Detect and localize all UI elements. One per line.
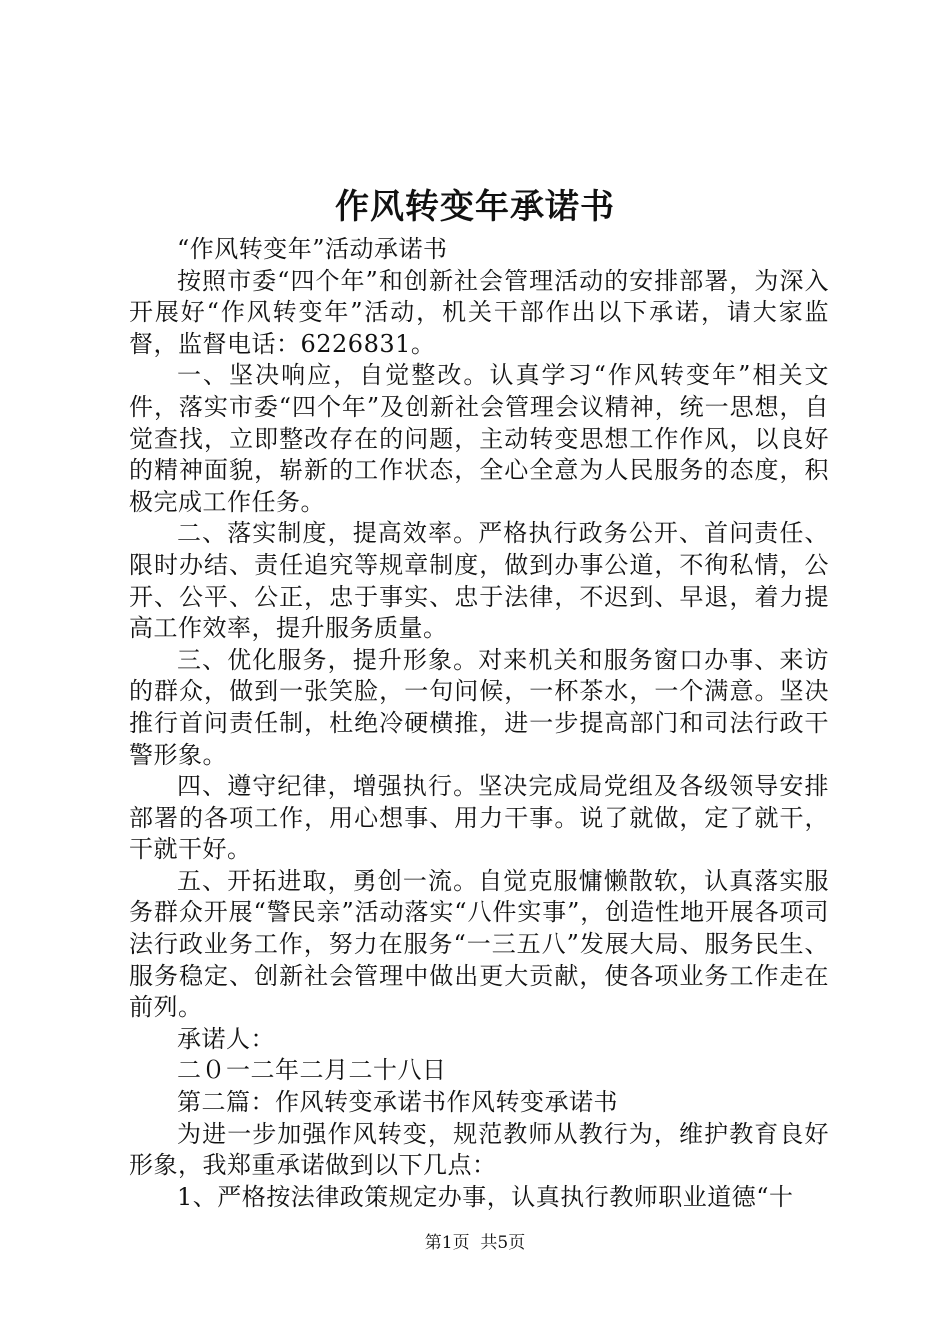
signature-date: 二０一二年二月二十八日 bbox=[177, 1056, 447, 1085]
body-paragraph: 五、开拓进取，勇创一流。自觉克服慵懒散软，认真落实服务群众开展“警民亲”活动落实“八件实事”，创造性地开展各项司法行政业务工作，努力在服务“一三五八”发展大局、服务民生、服务稳定、创新社会管理中做出更大贡献，使各项业务工作走在前列。 bbox=[129, 866, 829, 1022]
page-footer: 第1页 共5页 bbox=[424, 1233, 526, 1253]
body-paragraph: 二、落实制度，提高效率。严格执行政务公开、首问责任、限时办结、责任追究等规章制度，做到办事公道，不徇私情，公开、公平、公正，忠于事实、忠于法律，不迟到、早退，着力提高工作效率，提升服务质量。 bbox=[129, 519, 829, 643]
section-heading: 第二篇：作风转变承诺书作风转变承诺书 bbox=[177, 1088, 618, 1117]
body-paragraph: 三、优化服务，提升形象。对来机关和服务窗口办事、来访的群众，做到一张笑脸，一句问候，一杯茶水，一个满意。坚决推行首问责任制，杜绝冷硬横推，进一步提高部门和司法行政干警形象。 bbox=[129, 645, 829, 769]
body-paragraph: 按照市委“四个年”和创新社会管理活动的安排部署，为深入开展好“作风转变年”活动，机关干部作出以下承诺，请大家监督，监督电话：6226831。 bbox=[129, 266, 829, 358]
signature-label: 承诺人： bbox=[177, 1024, 275, 1053]
body-paragraph: 为进一步加强作风转变，规范教师从教行为，维护教育良好形象，我郑重承诺做到以下几点： bbox=[129, 1119, 829, 1180]
document-title: 作风转变年承诺书 bbox=[335, 187, 615, 227]
body-paragraph: “作风转变年”活动承诺书 bbox=[177, 235, 448, 263]
body-paragraph: 1、严格按法律政策规定办事，认真执行教师职业道德“十 bbox=[177, 1182, 794, 1211]
document-body bbox=[129, 234, 829, 1213]
body-paragraph: 一、坚决响应，自觉整改。认真学习“作风转变年”相关文件，落实市委“四个年”及创新社会管理会议精神，统一思想，自觉查找，立即整改存在的问题，主动转变思想工作作风，以良好的精神面貌，崭新的工作状态，全心全意为人民服务的态度，积极完成工作任务。 bbox=[129, 361, 829, 516]
body-paragraph: 四、遵守纪律，增强执行。坚决完成局党组及各级领导安排部署的各项工作，用心想事、用力干事。说了就做，定了就干，干就干好。 bbox=[129, 772, 829, 864]
